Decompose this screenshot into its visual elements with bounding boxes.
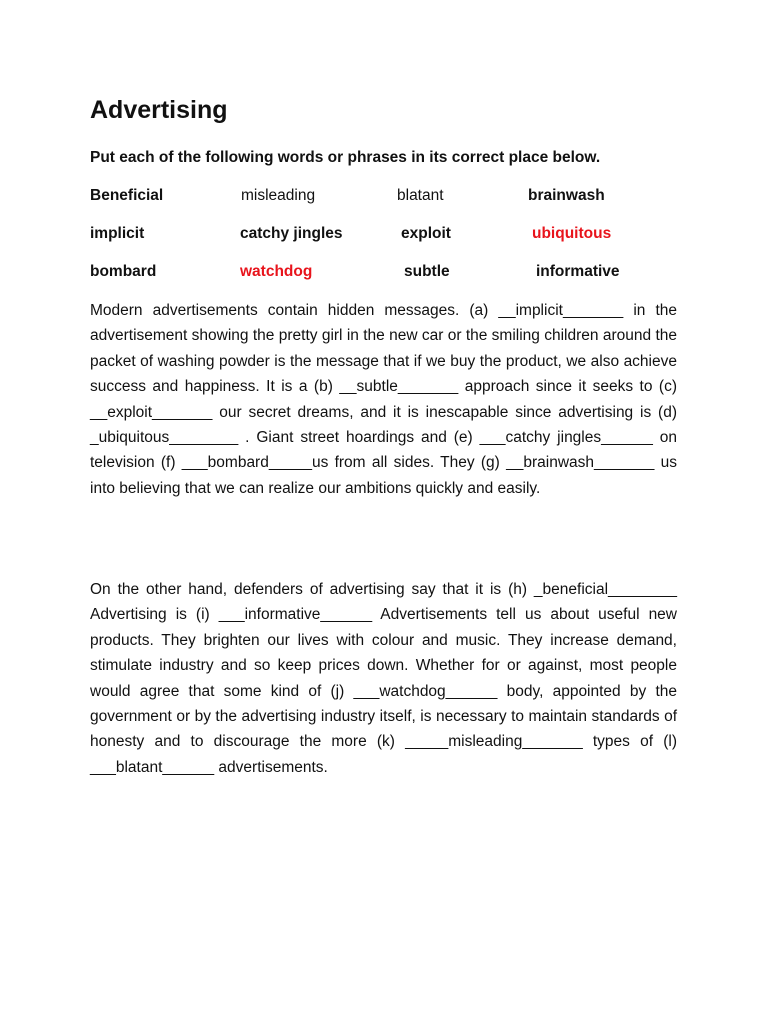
word-bank-item: bombard <box>90 263 157 280</box>
instruction-text: Put each of the following words or phrases in its correct place below. <box>90 149 601 166</box>
word-bank-item: watchdog <box>240 263 313 280</box>
word-bank-item: exploit <box>401 225 451 242</box>
word-bank-item: brainwash <box>528 187 605 204</box>
word-bank-item: Beneficial <box>90 187 164 204</box>
word-bank-item: subtle <box>404 263 450 280</box>
word-bank-item: misleading <box>241 187 316 204</box>
paragraph: Modern advertisements contain hidden messages. (a) __implicit_______ in the advertisement showing the pretty girl in the new car or the smiling children around the packet of washing powder is the message that if we buy the product, we also achieve success and happiness. It is a (b) __subtle_______ approach since it seeks to (c) __exploit_______ our secret dreams, and it is inescapable since advertising is (d) _ubiquitous________ . Giant street hoardings and (e) ___catchy jingles______ on television (f) ___bombard_____us from all sides. They (g) __brainwash_______ us into believing that we can realize our ambitions quickly and easily. <box>90 302 677 497</box>
word-bank-item: catchy jingles <box>240 225 343 242</box>
word-bank-item: blatant <box>397 187 444 204</box>
word-bank-item: ubiquitous <box>532 225 612 242</box>
word-bank-item: implicit <box>90 225 145 242</box>
paragraph: On the other hand, defenders of advertising say that it is (h) _beneficial________ Advertising is (i) ___informative______ Advertisements tell us about useful new products. They brighten our lives with colour and music. They increase demand, stimulate industry and so keep prices down. Whether for or against, most people would agree that some kind of (j) ___watchdog______ body, appointed by the government or by the advertising industry itself, is necessary to maintain standards of honesty and to discourage the more (k) _____misleading_______ types of (l) ___blatant______ advertisements. <box>90 581 677 776</box>
page-title: Advertising <box>90 96 228 124</box>
word-bank-item: informative <box>536 263 620 280</box>
